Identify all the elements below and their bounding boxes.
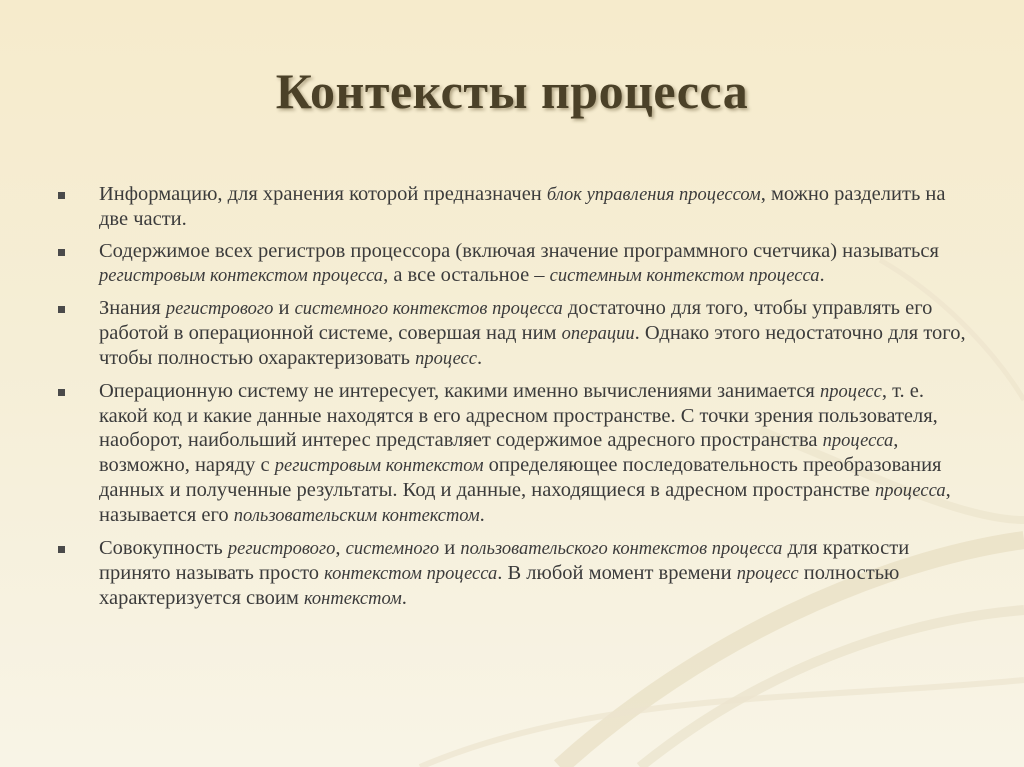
bullet-text-italic: пользовательского контекстов процесса <box>460 539 783 559</box>
bullet-text: Информацию, для хранения которой предназначен <box>99 183 547 205</box>
bullet-item <box>56 296 966 371</box>
slide-title: Контексты процесса <box>275 63 749 119</box>
bullet-text-italic: операции <box>561 324 635 344</box>
square-bullet-icon <box>58 192 65 199</box>
bullet-text: определяющее последовательность преобразования данных и полученные результаты. Код и данные, находящиеся в адресном пространстве <box>99 454 942 501</box>
bullet-text: Совокупность <box>99 537 228 559</box>
bullet-text-italic: регистровым контекстом процесса <box>99 266 384 286</box>
bullet-text: Содержимое всех регистров процессора (включая значение программного счетчика) называться <box>99 240 939 262</box>
bullet-item <box>56 239 966 288</box>
bullet-text: Операционную систему не интересует, какими именно вычислениями занимается <box>99 380 820 402</box>
bullet-text: достаточно для того, чтобы управлять его работой в операционной системе, совершая над ним <box>99 297 933 344</box>
bullet-text: . Однако этого недостаточно для того, чтобы полностью охарактеризовать <box>99 322 966 369</box>
bullet-text: . <box>479 504 485 526</box>
bullet-text: и <box>439 537 461 559</box>
bullet-text-italic: контекстом процесса <box>324 564 498 584</box>
bullet-text-italic: системным контекстом процесса <box>549 266 820 286</box>
bullet-text: для краткости принято называть просто <box>99 537 910 584</box>
bullet-item <box>56 536 966 611</box>
bullet-text-italic: регистрового <box>227 539 336 559</box>
bullet-text: , называется его <box>99 479 951 526</box>
bullet-text: . <box>819 264 825 286</box>
bullet-text: . <box>476 347 483 369</box>
bullet-text: , можно разделить на две части. <box>99 183 946 230</box>
bullet-text: и <box>273 297 295 319</box>
bullet-text: полностью характеризуется своим <box>99 562 900 609</box>
square-bullet-icon <box>58 546 65 553</box>
bullet-text-italic: регистровым контекстом <box>274 456 484 476</box>
bullet-text-italic: регистрового <box>165 299 274 319</box>
swirl-line <box>640 610 1024 767</box>
bullet-text: . <box>401 587 407 609</box>
bullet-text-italic: системного <box>345 539 440 559</box>
bullet-text-italic: процесс <box>415 349 477 369</box>
swirl-line <box>420 680 1024 767</box>
bullet-text-italic: пользовательским контекстом <box>233 506 480 526</box>
bullet-text-italic: процесс <box>736 564 799 584</box>
bullet-text: . В любой момент времени <box>497 562 737 584</box>
bullet-text-italic: процесса <box>822 431 894 451</box>
bullet-item <box>56 379 966 528</box>
bullet-text: , т. е. какой код и какие данные находятся в его адресном пространстве. С точки зрения пользователя, наоборот, наибольший интерес представляет содержимое адресного пространства <box>99 380 938 451</box>
bullet-text: , а все остальное – <box>383 264 550 286</box>
bullet-text-italic: контекстом <box>303 589 402 609</box>
bullet-text-italic: процесса <box>874 481 946 501</box>
bullet-text: Знания <box>99 297 166 319</box>
bullet-text-italic: системного контекстов процесса <box>294 299 563 319</box>
bullet-text-italic: блок управления процессом <box>546 185 761 205</box>
bullet-item <box>56 182 966 231</box>
bullet-text-italic: процесс <box>819 382 882 402</box>
square-bullet-icon <box>58 249 65 256</box>
bullet-list <box>56 182 966 619</box>
bullet-text: , <box>335 537 346 559</box>
square-bullet-icon <box>58 306 65 313</box>
bullet-text: , возможно, наряду с <box>99 429 899 476</box>
square-bullet-icon <box>58 389 65 396</box>
